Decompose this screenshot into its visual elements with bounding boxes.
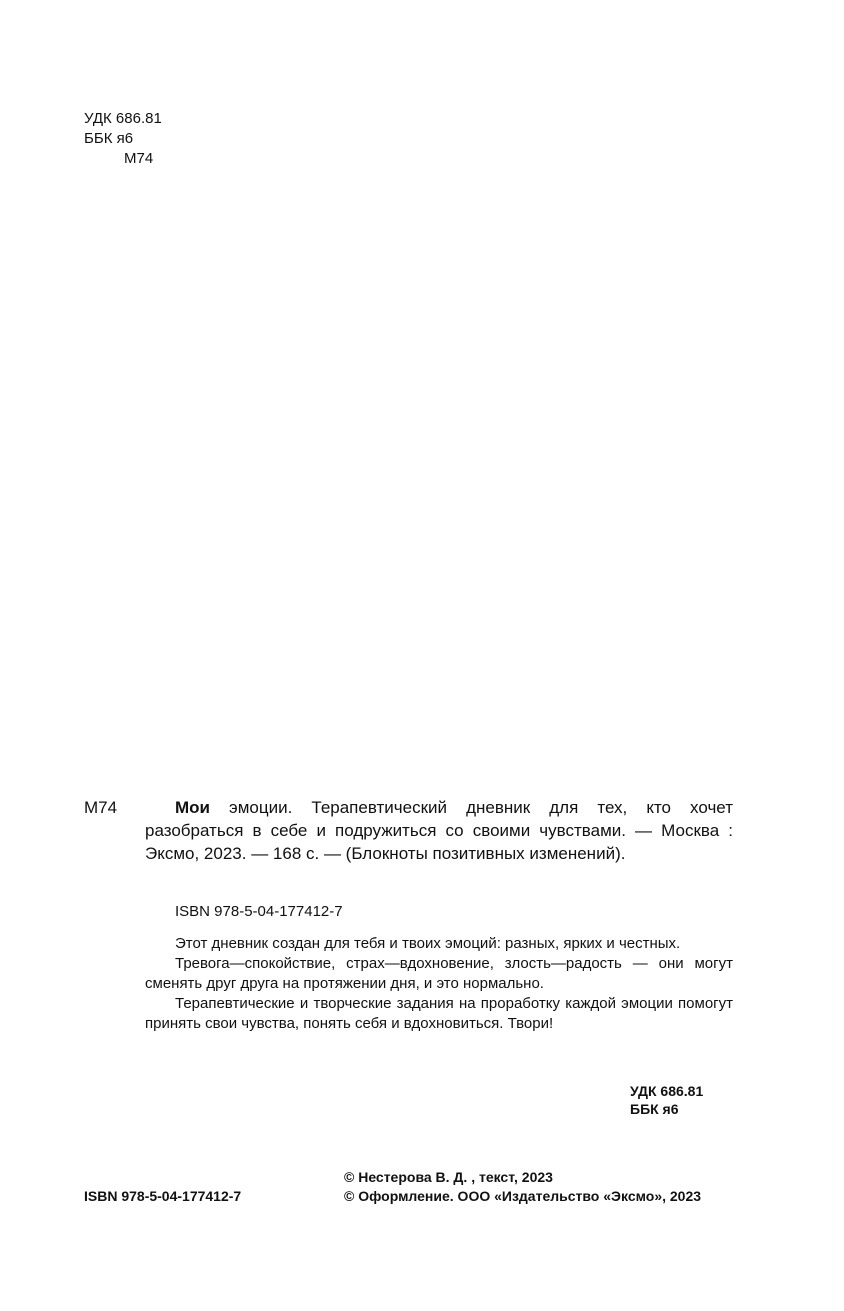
bbk-code: ББК я6 (84, 130, 134, 147)
copyright-design: © Оформление. ООО «Издательство «Эксмо», 2023 (344, 1188, 702, 1204)
bbk-code: ББК я6 (630, 1101, 679, 1117)
right-classification-codes (630, 1082, 733, 1118)
author-sign: М74 (124, 150, 154, 167)
title-rest: эмоции. Терапевтический дневник для тех, кто хочет разобраться в себе и подружиться со своими чувствами. — Москва : Эксмо, 2023. — 168 с. — (Блокноты позитивных изменений). (145, 798, 733, 863)
title-lead-word: Мои (175, 798, 210, 817)
footer-isbn: ISBN 978-5-04-177412-7 (84, 1188, 242, 1204)
copyright-text: © Нестерова В. Д. , текст, 2023 (344, 1169, 553, 1185)
udk-code: УДК 686.81 (84, 110, 162, 127)
bibliographic-entry (145, 796, 733, 865)
copyright-block (344, 1168, 701, 1206)
annotation (145, 934, 733, 1034)
catalog-author-sign: М74 (84, 798, 118, 817)
annotation-paragraph: Терапевтические и творческие задания на проработку каждой эмоции помогут принять свои чувства, понять себя и вдохновиться. Твори! (145, 995, 733, 1032)
top-classification-codes (84, 109, 162, 169)
catalog-isbn: ISBN 978-5-04-177412-7 (175, 903, 343, 920)
annotation-paragraph: Тревога—спокойствие, страх—вдохновение, злость—радость — они могут сменять друг друга на протяжении дня, и это нормально. (145, 955, 733, 992)
bibliographic-description (145, 796, 733, 865)
annotation-paragraph: Этот дневник создан для тебя и твоих эмоций: разных, ярких и честных. (175, 935, 681, 952)
udk-code: УДК 686.81 (630, 1083, 704, 1099)
